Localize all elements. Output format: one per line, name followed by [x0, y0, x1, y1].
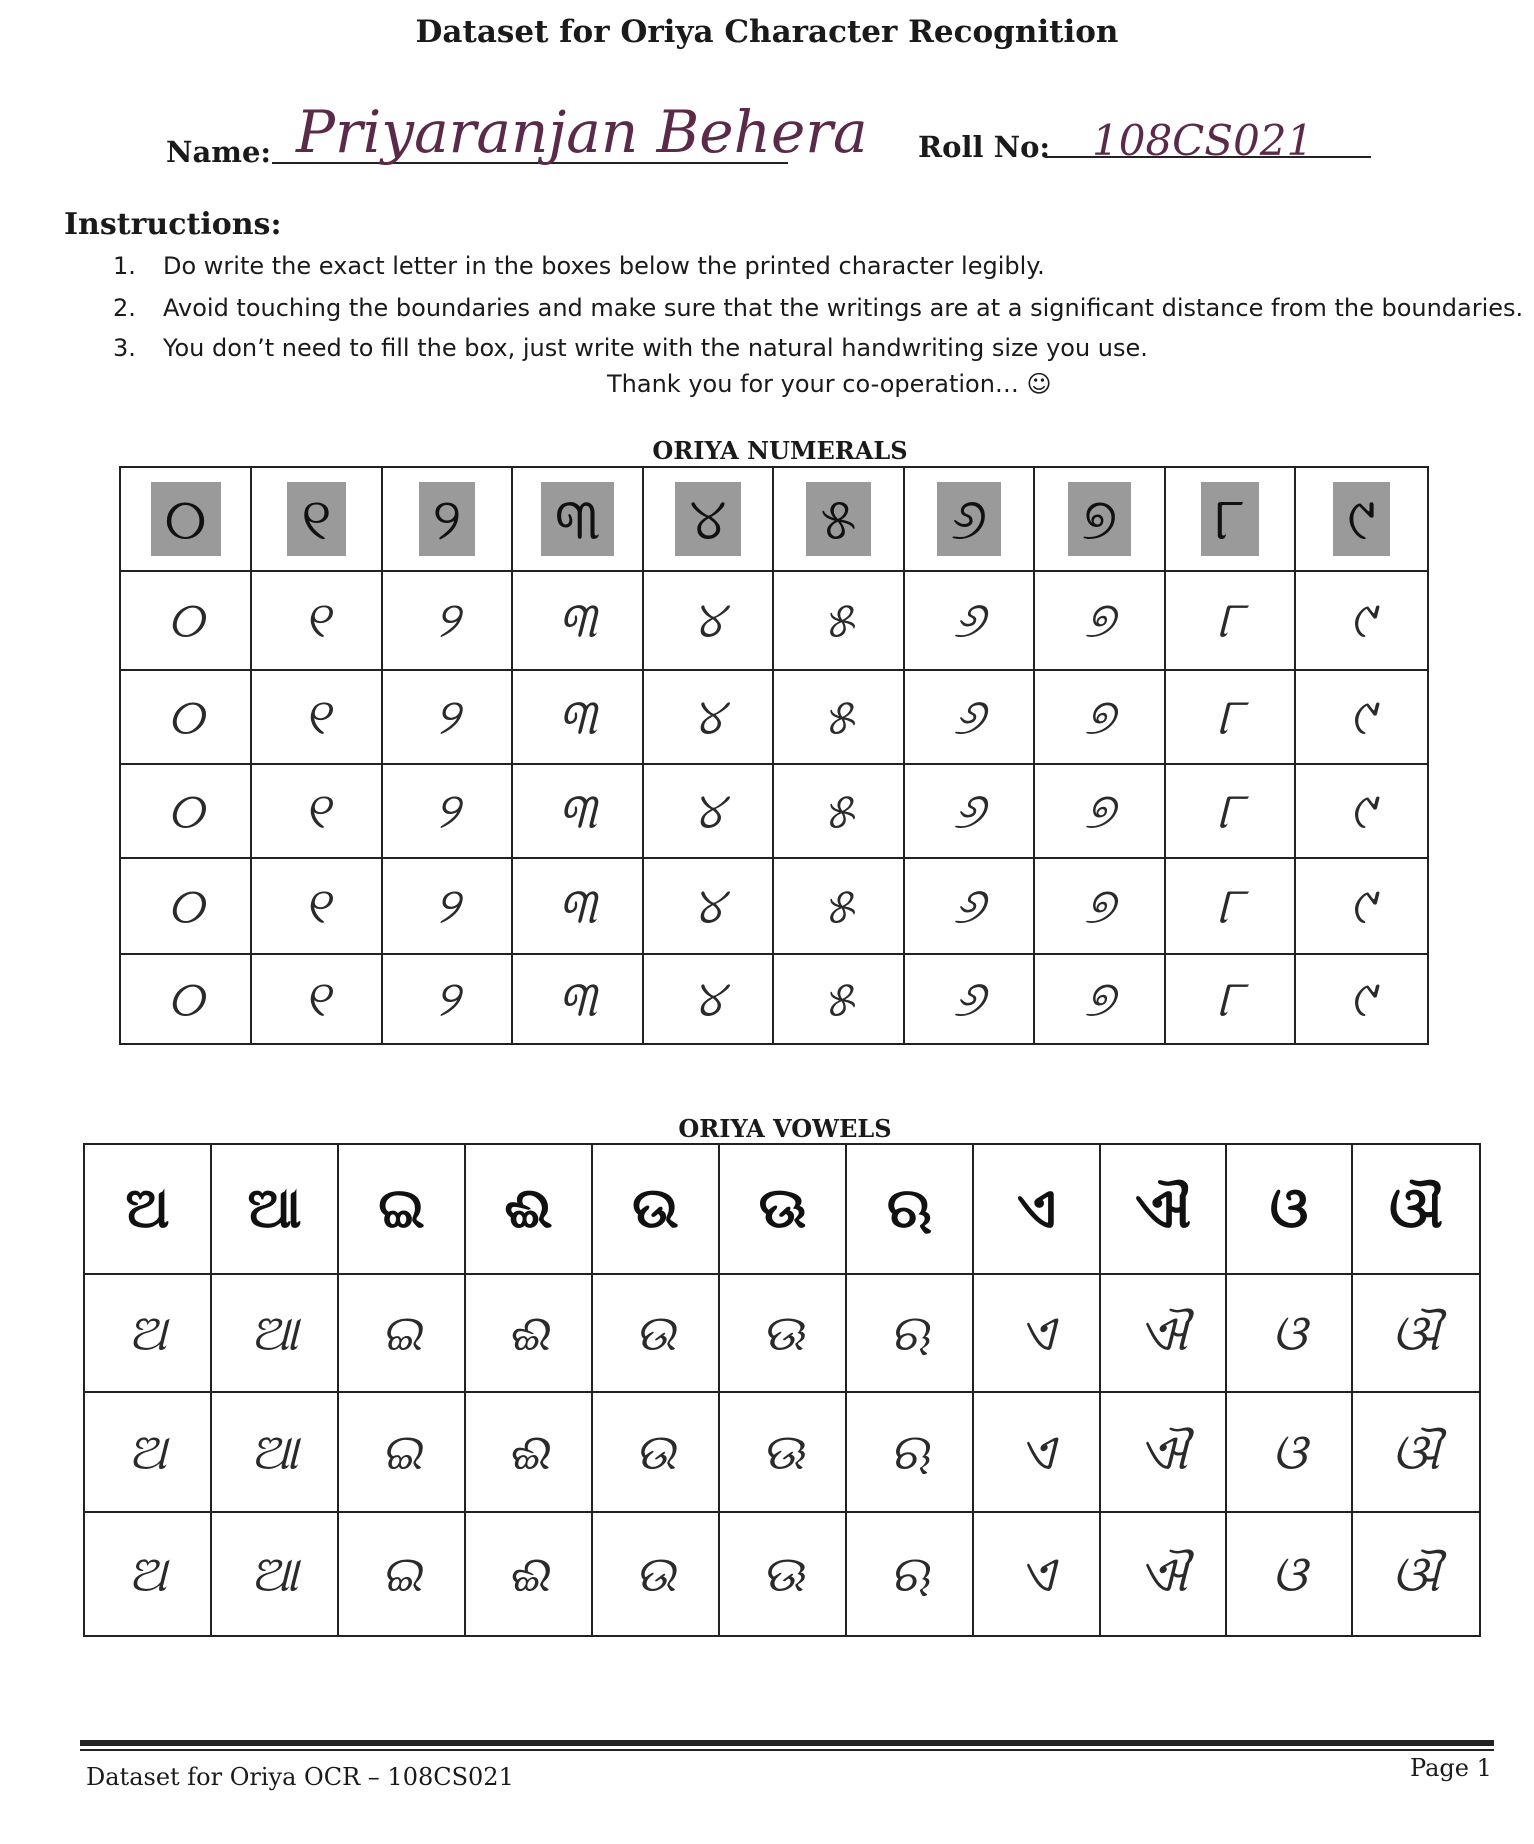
roll-label: Roll No:: [918, 130, 1051, 164]
handwritten-cell[interactable]: ୬: [904, 764, 1034, 858]
handwritten-cell[interactable]: ୬: [904, 670, 1034, 764]
handwritten-cell[interactable]: ୭: [1034, 571, 1165, 670]
handwritten-cell[interactable]: ଈ: [465, 1274, 592, 1392]
handwritten-cell[interactable]: ଉ: [592, 1512, 719, 1636]
handwritten-cell[interactable]: ୯: [1295, 764, 1428, 858]
handwritten-cell[interactable]: ୫: [773, 954, 904, 1044]
page-title: Dataset for Oriya Character Recognition: [415, 14, 1119, 50]
footer-rule-thin: [80, 1749, 1494, 1751]
handwritten-cell[interactable]: ୨: [382, 858, 512, 954]
handwritten-cell[interactable]: ୨: [382, 670, 512, 764]
roll-value: 108CS021: [1092, 116, 1314, 165]
handwritten-cell[interactable]: ଐ: [1100, 1512, 1226, 1636]
handwritten-cell[interactable]: ଊ: [719, 1392, 846, 1512]
printed-numeral: ୯: [1295, 467, 1428, 571]
handwritten-cell[interactable]: ୩: [512, 571, 643, 670]
instruction-item: 1. Do write the exact letter in the boxes below the printed character legibly.: [113, 252, 1045, 280]
printed-vowel: ଓ: [1226, 1144, 1352, 1274]
footer-rule: [80, 1740, 1494, 1746]
printed-vowel: ଉ: [592, 1144, 719, 1274]
printed-vowel: ଐ: [1100, 1144, 1226, 1274]
handwritten-cell[interactable]: ଇ: [338, 1512, 465, 1636]
printed-numeral: ୬: [904, 467, 1034, 571]
name-value: Priyaranjan Behera: [296, 98, 868, 166]
vowels-handwritten-row: [84, 1274, 1480, 1392]
handwritten-cell[interactable]: ଇ: [338, 1274, 465, 1392]
handwritten-cell[interactable]: ଔ: [1352, 1512, 1480, 1636]
handwritten-cell[interactable]: ଓ: [1226, 1512, 1352, 1636]
handwritten-cell[interactable]: ୭: [1034, 670, 1165, 764]
instruction-item: 2. Avoid touching the boundaries and make sure that the writings are at a significant distance from the boundaries.: [113, 294, 1524, 322]
handwritten-cell[interactable]: ୯: [1295, 571, 1428, 670]
handwritten-cell[interactable]: ୫: [773, 571, 904, 670]
handwritten-cell[interactable]: ୮: [1165, 764, 1295, 858]
printed-vowel: ଏ: [973, 1144, 1100, 1274]
instructions-heading: Instructions:: [64, 207, 282, 242]
numerals-table: [119, 466, 1429, 1045]
printed-vowel: ଔ: [1352, 1144, 1480, 1274]
handwritten-cell[interactable]: ୨: [382, 571, 512, 670]
handwritten-cell[interactable]: ଆ: [211, 1274, 338, 1392]
vowels-table: [83, 1143, 1481, 1637]
printed-numeral: ୭: [1034, 467, 1165, 571]
handwritten-cell[interactable]: ଔ: [1352, 1392, 1480, 1512]
handwritten-cell[interactable]: ୬: [904, 571, 1034, 670]
handwritten-cell[interactable]: ୩: [512, 954, 643, 1044]
handwritten-cell[interactable]: ୯: [1295, 670, 1428, 764]
handwritten-cell[interactable]: ଐ: [1100, 1392, 1226, 1512]
printed-numeral: ୧: [251, 467, 382, 571]
handwritten-cell[interactable]: ୫: [773, 670, 904, 764]
handwritten-cell[interactable]: ଓ: [1226, 1392, 1352, 1512]
handwritten-cell[interactable]: ୪: [643, 954, 773, 1044]
handwritten-cell[interactable]: ଉ: [592, 1392, 719, 1512]
printed-vowel: ଅ: [84, 1144, 211, 1274]
handwritten-cell[interactable]: ଐ: [1100, 1274, 1226, 1392]
handwritten-cell[interactable]: ୩: [512, 764, 643, 858]
handwritten-cell[interactable]: ୩: [512, 858, 643, 954]
printed-numeral: ୨: [382, 467, 512, 571]
handwritten-cell[interactable]: ଅ: [84, 1512, 211, 1636]
handwritten-cell[interactable]: ୮: [1165, 571, 1295, 670]
handwritten-cell[interactable]: ୧: [251, 764, 382, 858]
handwritten-cell[interactable]: ଇ: [338, 1392, 465, 1512]
handwritten-cell[interactable]: ୪: [643, 571, 773, 670]
handwritten-cell[interactable]: ୬: [904, 858, 1034, 954]
printed-numeral: ୪: [643, 467, 773, 571]
vowels-printed-row: [84, 1144, 1480, 1274]
printed-vowel: ଆ: [211, 1144, 338, 1274]
handwritten-cell[interactable]: ଅ: [84, 1392, 211, 1512]
handwritten-cell[interactable]: ଓ: [1226, 1274, 1352, 1392]
handwritten-cell[interactable]: ଋ: [846, 1512, 973, 1636]
handwritten-cell[interactable]: ଆ: [211, 1512, 338, 1636]
printed-vowel: ଈ: [465, 1144, 592, 1274]
handwritten-cell[interactable]: ୨: [382, 954, 512, 1044]
numerals-handwritten-row: [120, 670, 1428, 764]
printed-numeral: ୮: [1165, 467, 1295, 571]
handwritten-cell[interactable]: ୨: [382, 764, 512, 858]
numerals-printed-row: [120, 467, 1428, 571]
printed-numeral: ୩: [512, 467, 643, 571]
handwritten-cell[interactable]: ଉ: [592, 1274, 719, 1392]
handwritten-cell[interactable]: ଅ: [84, 1274, 211, 1392]
name-label: Name:: [166, 135, 272, 169]
handwritten-cell[interactable]: ଊ: [719, 1512, 846, 1636]
handwritten-cell[interactable]: ୧: [251, 571, 382, 670]
handwritten-cell[interactable]: ଏ: [973, 1274, 1100, 1392]
handwritten-cell[interactable]: ୦: [120, 858, 251, 954]
numerals-title: ORIYA NUMERALS: [652, 436, 908, 465]
handwritten-cell[interactable]: ଋ: [846, 1274, 973, 1392]
handwritten-cell[interactable]: ୭: [1034, 764, 1165, 858]
handwritten-cell[interactable]: ଆ: [211, 1392, 338, 1512]
handwritten-cell[interactable]: ୮: [1165, 858, 1295, 954]
footer-left-text: Dataset for Oriya OCR – 108CS021: [86, 1763, 514, 1791]
printed-vowel: ଋ: [846, 1144, 973, 1274]
vowels-title: ORIYA VOWELS: [678, 1114, 892, 1143]
thanks-note: Thank you for your co-operation… ☺: [607, 370, 1052, 398]
handwritten-cell[interactable]: ଔ: [1352, 1274, 1480, 1392]
handwritten-cell[interactable]: ୧: [251, 858, 382, 954]
handwritten-cell[interactable]: ୯: [1295, 954, 1428, 1044]
handwritten-cell[interactable]: ୦: [120, 764, 251, 858]
numerals-handwritten-row: [120, 954, 1428, 1044]
handwritten-cell[interactable]: ୮: [1165, 670, 1295, 764]
handwritten-cell[interactable]: ୦: [120, 571, 251, 670]
instruction-item: 3. You don’t need to fill the box, just write with the natural handwriting size you use.: [113, 334, 1148, 362]
numerals-handwritten-row: [120, 571, 1428, 670]
handwritten-cell[interactable]: ୦: [120, 954, 251, 1044]
handwritten-cell[interactable]: ୭: [1034, 858, 1165, 954]
printed-vowel: ଇ: [338, 1144, 465, 1274]
handwritten-cell[interactable]: ୭: [1034, 954, 1165, 1044]
handwritten-cell[interactable]: ୬: [904, 954, 1034, 1044]
handwritten-cell[interactable]: ୪: [643, 764, 773, 858]
handwritten-cell[interactable]: ଈ: [465, 1392, 592, 1512]
page-number: Page 1: [1410, 1754, 1492, 1782]
handwritten-cell[interactable]: ୧: [251, 670, 382, 764]
handwritten-cell[interactable]: ୫: [773, 764, 904, 858]
handwritten-cell[interactable]: ଏ: [973, 1512, 1100, 1636]
handwritten-cell[interactable]: ଋ: [846, 1392, 973, 1512]
handwritten-cell[interactable]: ୧: [251, 954, 382, 1044]
handwritten-cell[interactable]: ୦: [120, 670, 251, 764]
handwritten-cell[interactable]: ୪: [643, 858, 773, 954]
numerals-handwritten-row: [120, 764, 1428, 858]
numerals-handwritten-row: [120, 858, 1428, 954]
handwritten-cell[interactable]: ୫: [773, 858, 904, 954]
handwritten-cell[interactable]: ୮: [1165, 954, 1295, 1044]
handwritten-cell[interactable]: ୪: [643, 670, 773, 764]
handwritten-cell[interactable]: ଈ: [465, 1512, 592, 1636]
printed-vowel: ଊ: [719, 1144, 846, 1274]
printed-numeral: ୫: [773, 467, 904, 571]
handwritten-cell[interactable]: ୩: [512, 670, 643, 764]
handwritten-cell[interactable]: ଊ: [719, 1274, 846, 1392]
printed-numeral: ୦: [120, 467, 251, 571]
vowels-handwritten-row: [84, 1512, 1480, 1636]
handwritten-cell[interactable]: ୯: [1295, 858, 1428, 954]
vowels-handwritten-row: [84, 1392, 1480, 1512]
handwritten-cell[interactable]: ଏ: [973, 1392, 1100, 1512]
